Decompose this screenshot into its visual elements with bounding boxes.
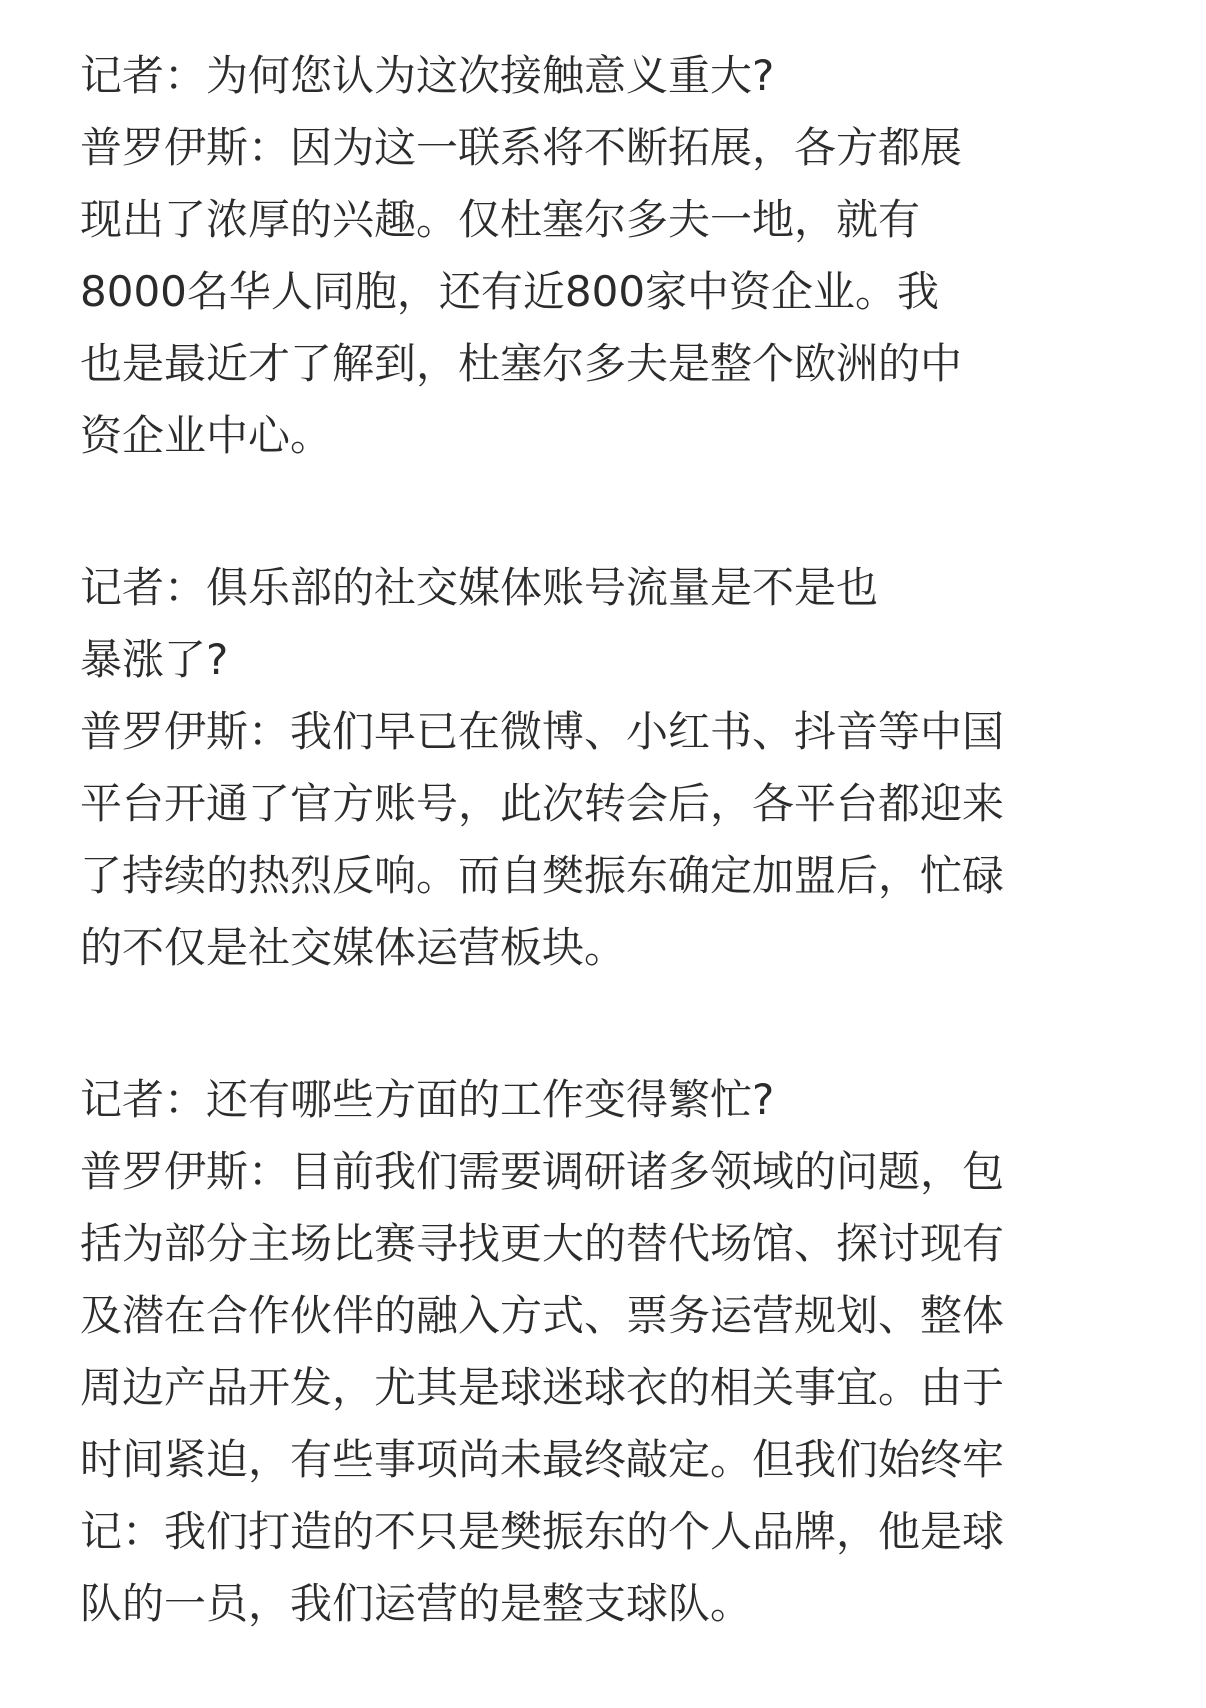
text-line: 记：我们打造的不只是樊振东的个人品牌，他是球: [80, 1507, 1005, 1556]
text-line: 了持续的热烈反响。而自樊振东确定加盟后，忙碌: [80, 851, 1005, 900]
text-line: 时间紧迫，有些事项尚未最终敲定。但我们始终牢: [80, 1435, 1005, 1484]
text-line: 记者：俱乐部的社交媒体账号流量是不是也: [80, 563, 879, 612]
text-line: 的不仅是社交媒体运营板块。: [80, 923, 627, 972]
qa-section-3: [80, 1064, 1140, 1640]
text-line: 及潜在合作伙伴的融入方式、票务运营规划、整体: [80, 1291, 1005, 1340]
text-line: 普罗伊斯：目前我们需要调研诸多领域的问题，包: [80, 1147, 1005, 1196]
text-line: 括为部分主场比赛寻找更大的替代场馆、探讨现有: [80, 1219, 1005, 1268]
qa-section-1: [80, 40, 1140, 472]
qa-section-2: [80, 552, 1140, 984]
text-line: 资企业中心。: [80, 411, 333, 460]
text-line: 普罗伊斯：我们早已在微博、小红书、抖音等中国: [80, 707, 1005, 756]
text-line: 记者：为何您认为这次接触意义重大?: [80, 51, 775, 100]
section-gap: [80, 984, 1140, 1064]
section-gap: [80, 472, 1140, 552]
text-line: 平台开通了官方账号，此次转会后，各平台都迎来: [80, 779, 1005, 828]
text-line: 队的一员，我们运营的是整支球队。: [80, 1579, 753, 1628]
text-line: 8000名华人同胞，还有近800家中资企业。我: [80, 267, 940, 316]
text-line: 也是最近才了解到，杜塞尔多夫是整个欧洲的中: [80, 339, 963, 388]
text-line: 现出了浓厚的兴趣。仅杜塞尔多夫一地，就有: [80, 195, 921, 244]
article-body: [80, 40, 1140, 1640]
text-line: 暴涨了?: [80, 635, 229, 684]
text-line: 普罗伊斯：因为这一联系将不断拓展，各方都展: [80, 123, 963, 172]
text-line: 周边产品开发，尤其是球迷球衣的相关事宜。由于: [80, 1363, 1005, 1412]
text-line: 记者：还有哪些方面的工作变得繁忙?: [80, 1075, 775, 1124]
